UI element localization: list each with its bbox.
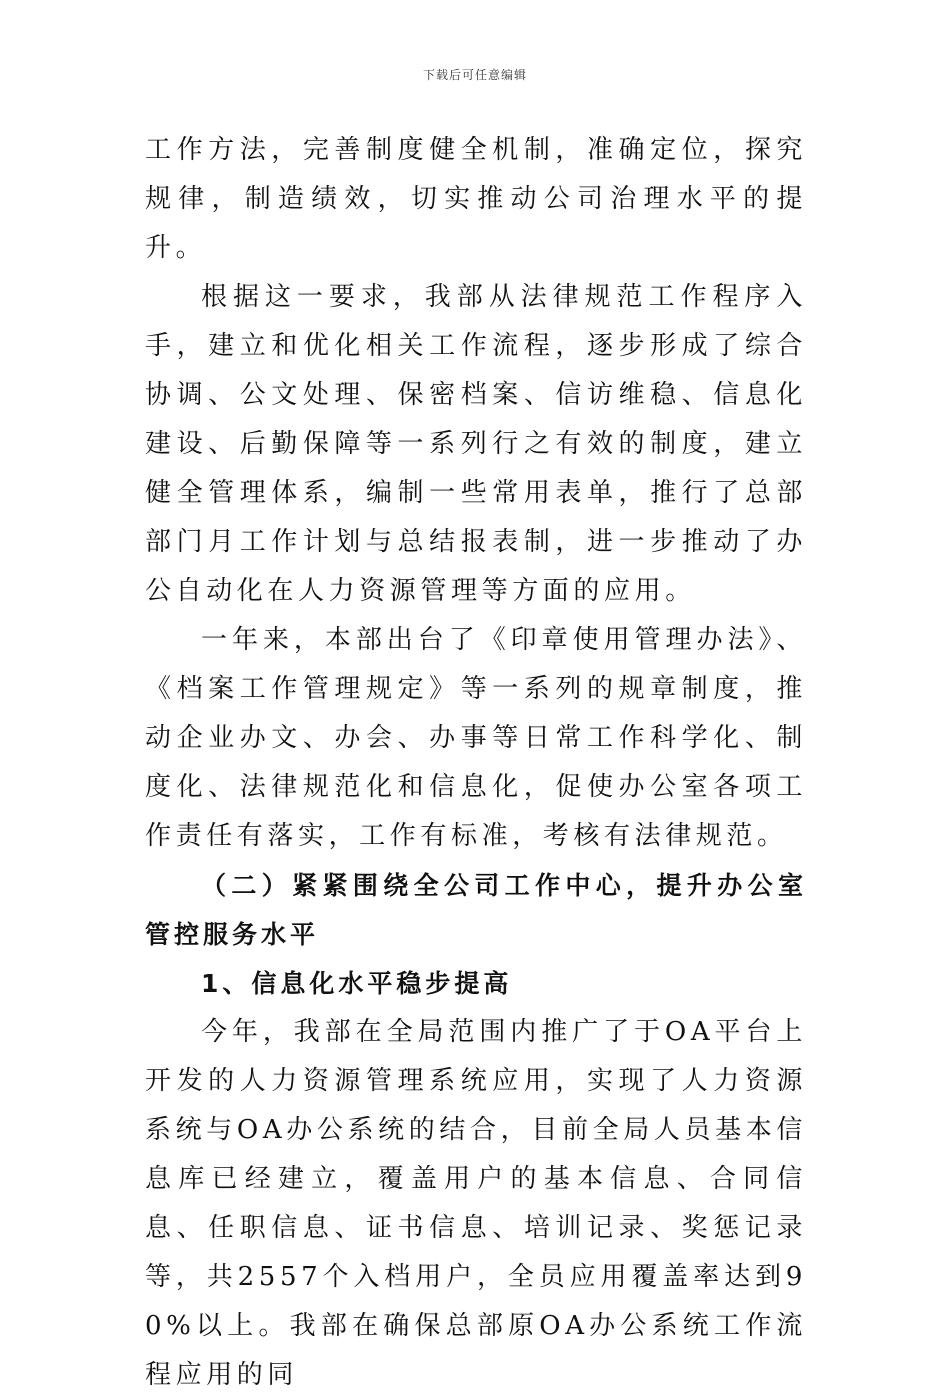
document-body bbox=[145, 126, 807, 1400]
section-heading-2: （二）紧紧围绕全公司工作中心，提升办公室管控服务水平 bbox=[145, 871, 807, 949]
paragraph-regulations: 一年来，本部出台了《印章使用管理办法》、《档案工作管理规定》等一系列的规章制度，推动企业办文、办会、办事等日常工作科学化、制度化、法律规范化和信息化，促使办公室各项工作责任有落实，工作有标准，考核有法律规范。 bbox=[145, 625, 807, 851]
page-header-note: 下载后可任意编辑 bbox=[422, 68, 527, 82]
paragraph-continuation: 工作方法，完善制度健全机制，准确定位，探究规律，制造绩效，切实推动公司治理水平的提升。 bbox=[145, 135, 807, 263]
paragraph-workflow-optimization: 根据这一要求，我部从法律规范工作程序入手，建立和优化相关工作流程，逐步形成了综合协调、公文处理、保密档案、信访维稳、信息化建设、后勤保障等一系列行之有效的制度，建立健全管理体系，编制一些常用表单，推行了总部部门月工作计划与总结报表制，进一步推动了办公自动化在人力资源管理等方面的应用。 bbox=[145, 282, 807, 606]
subsection-heading-1: 1、信息化水平稳步提高 bbox=[201, 969, 513, 998]
paragraph-informatization: 今年，我部在全局范围内推广了于OA平台上开发的人力资源管理系统应用，实现了人力资源系统与OA办公系统的结合，目前全局人员基本信息库已经建立，覆盖用户的基本信息、合同信息、任职信息、证书信息、培训记录、奖惩记录等，共2557个入档用户，全员应用覆盖率达到90%以上。我部在确保总部原OA办公系统工作流程应用的同 bbox=[145, 1017, 807, 1390]
